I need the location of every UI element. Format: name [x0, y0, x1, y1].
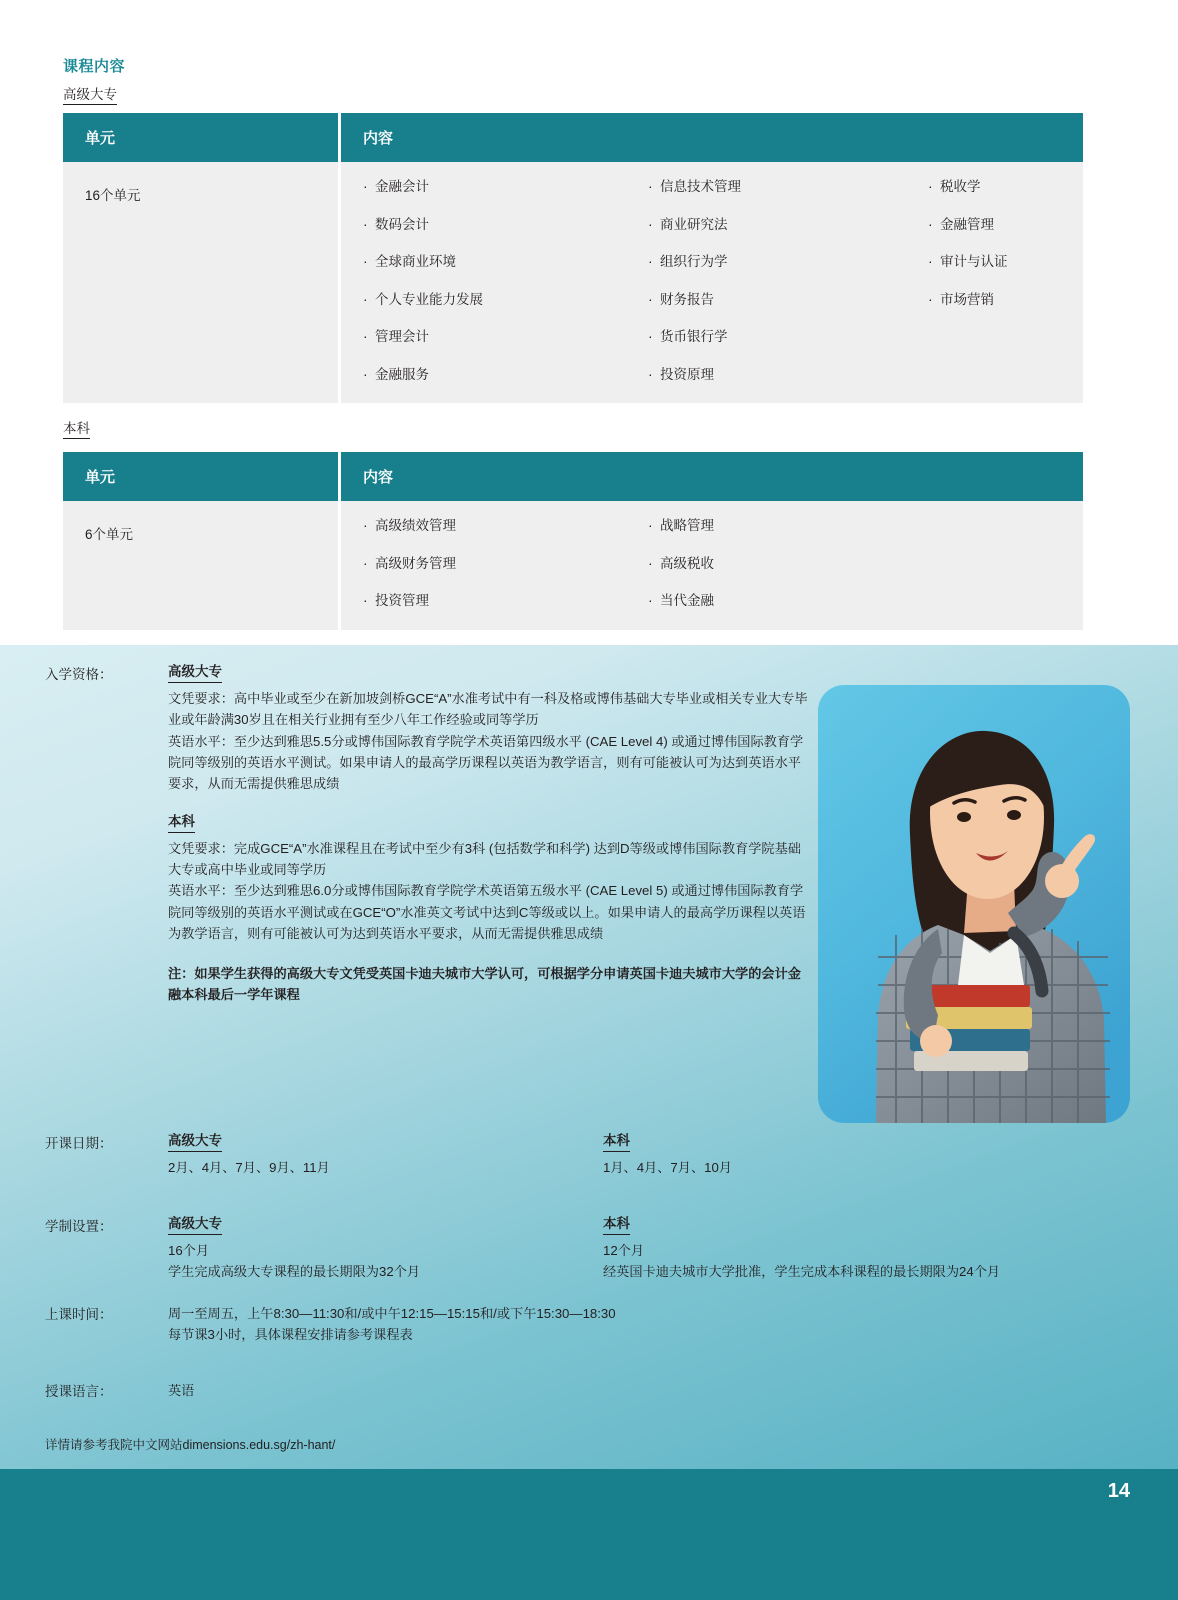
list-item: · 税收学 — [928, 180, 1128, 194]
cell-module-list — [340, 501, 1084, 630]
list-item: · 战略管理 — [648, 519, 928, 533]
subheading-advanced-diploma: 高级大专 — [168, 1133, 222, 1152]
cell-unit-count: 16个单元 — [63, 162, 340, 403]
intake-advanced-diploma — [168, 1132, 603, 1178]
table-label-degree: 本科 — [63, 421, 90, 439]
course-info-section — [0, 645, 1178, 1469]
duration-advanced-diploma — [168, 1215, 603, 1283]
intake-dip-value: 2月、4月、7月、9月、11月 — [168, 1159, 330, 1175]
list-item: · 全球商业环境 — [363, 255, 648, 269]
list-item: · 高级税收 — [648, 557, 928, 571]
list-item: · 金融会计 — [363, 180, 648, 194]
table-label-advanced-diploma-wrap — [63, 86, 117, 105]
list-item: · 财务报告 — [648, 293, 928, 307]
list-item: · 金融服务 — [363, 368, 648, 382]
entry-deg-certificate: 文凭要求：完成GCE“A”水准课程且在考试中至少有3科 (包括数学和科学) 达到D等级或博伟国际教育学院基础大专或高中毕业或同等学历 — [168, 840, 801, 877]
column-header-content: 内容 — [340, 452, 1084, 501]
column-header-unit: 单元 — [63, 113, 340, 162]
page-title: 课程内容 — [63, 58, 126, 75]
degree-modules-table — [63, 452, 1083, 630]
row-label-class-time: 上课时间： — [45, 1307, 113, 1322]
module-columns — [363, 519, 1063, 608]
entry-dip-certificate: 文凭要求：高中毕业或至少在新加坡剑桥GCE“A”水准考试中有一科及格或博伟基础大专毕业或相关专业大专毕业或年龄满30岁且在相关行业拥有至少八年工作经验或同等学历 — [168, 690, 808, 728]
list-item: · 市场营销 — [928, 293, 1128, 307]
entry-deg-english: 英语水平：至少达到雅思6.0分或博伟国际教育学院学术英语第五级水平 (CAE Level 5) 或通过博伟国际教育学院同等级别的英语水平测试或在GCE“O”水准英文考试中达到C等级或以上。如果申请人的最高学历课程以英语为教学语言，则有可能被认可为达到英语水平要求，从而无需提供雅思成绩 — [168, 883, 806, 942]
list-item: · 信息技术管理 — [648, 180, 928, 194]
column-header-unit: 单元 — [63, 452, 340, 501]
cell-module-list — [340, 162, 1084, 403]
table-label-degree-wrap — [63, 420, 90, 439]
row-body-intake — [168, 1132, 1128, 1178]
advanced-diploma-modules-table — [63, 113, 1083, 403]
list-item: · 投资原理 — [648, 368, 928, 382]
row-body-entry-requirements — [168, 663, 813, 1005]
list-item: · 数码会计 — [363, 218, 648, 232]
table-body — [63, 501, 1083, 630]
subheading-degree: 本科 — [603, 1133, 630, 1152]
list-item: · 审计与认证 — [928, 255, 1128, 269]
list-item: · 货币银行学 — [648, 330, 928, 344]
duration-dip-value: 16个月 — [168, 1242, 210, 1258]
cell-unit-count: 6个单元 — [63, 501, 340, 630]
page-number: 14 — [1107, 1480, 1130, 1502]
list-item: · 组织行为学 — [648, 255, 928, 269]
list-item: · 投资管理 — [363, 594, 648, 608]
intake-deg-value: 1月、4月、7月、10月 — [603, 1159, 732, 1175]
module-column-3 — [928, 180, 1128, 381]
table-header-row — [63, 113, 1083, 162]
subheading-advanced-diploma: 高级大专 — [168, 1216, 222, 1235]
row-label-entry-requirements: 入学资格： — [45, 667, 113, 682]
row-label-intake: 开课日期： — [45, 1136, 113, 1151]
table-header-row — [63, 452, 1083, 501]
list-item: · 管理会计 — [363, 330, 648, 344]
subheading-degree: 本科 — [168, 814, 195, 833]
footer-bar — [0, 1469, 1178, 1600]
language-value: 英语 — [168, 1383, 195, 1398]
duration-dip-max: 学生完成高级大专课程的最长期限为32个月 — [168, 1264, 421, 1280]
intake-degree — [603, 1132, 1123, 1178]
student-photo — [818, 685, 1130, 1123]
entry-dip-english: 英语水平：至少达到雅思5.5分或博伟国际教育学院学术英语第四级水平 (CAE Level 4) 或通过博伟国际教育学院同等级别的英语水平测试。如果申请人的最高学历课程以英语为教学语言，则有可能被认可为达到英语水平要求，从而无需提供雅思成绩 — [168, 733, 804, 792]
website-footnote: 详情请参考我院中文网站dimensions.edu.sg/zh-hant/ — [45, 1438, 336, 1452]
entry-note: 注：如果学生获得的高级大专文凭受英国卡迪夫城市大学认可，可根据学分申请英国卡迪夫城市大学的会计金融本科最后一学年课程 — [168, 965, 801, 1002]
list-item: · 商业研究法 — [648, 218, 928, 232]
table-body — [63, 162, 1083, 403]
module-column-2 — [648, 180, 928, 381]
table-row — [63, 501, 1083, 630]
list-item: · 当代金融 — [648, 594, 928, 608]
module-column-1 — [363, 519, 648, 608]
duration-deg-max: 经英国卡迪夫城市大学批准，学生完成本科课程的最长期限为24个月 — [603, 1264, 1001, 1280]
spacer — [168, 945, 813, 963]
table-header — [63, 113, 1083, 162]
duration-degree — [603, 1215, 1123, 1283]
list-item: · 高级财务管理 — [363, 557, 648, 571]
class-time-line1: 周一至周五，上午8:30—11:30和/或中午12:15—15:15和/或下午15:30—18:30 — [168, 1306, 616, 1321]
list-item: · 金融管理 — [928, 218, 1128, 232]
list-item: · 高级绩效管理 — [363, 519, 648, 533]
subheading-degree: 本科 — [603, 1216, 630, 1235]
module-column-1 — [363, 180, 648, 381]
list-item: · 个人专业能力发展 — [363, 293, 648, 307]
column-header-content: 内容 — [340, 113, 1084, 162]
row-label-language: 授课语言： — [45, 1384, 113, 1399]
row-label-duration: 学制设置： — [45, 1219, 113, 1234]
duration-deg-value: 12个月 — [603, 1242, 645, 1258]
spacer — [168, 795, 813, 813]
row-body-language — [168, 1380, 808, 1401]
table-row — [63, 162, 1083, 403]
table-label-advanced-diploma: 高级大专 — [63, 87, 117, 105]
table-header — [63, 452, 1083, 501]
module-columns — [363, 180, 1063, 381]
course-content-section — [0, 0, 1178, 645]
row-body-duration — [168, 1215, 1128, 1283]
class-time-line2: 每节课3小时，具体课程安排请参考课程表 — [168, 1327, 413, 1343]
module-column-2 — [648, 519, 928, 608]
student-photo-illustration — [818, 685, 1130, 1123]
row-body-class-time — [168, 1303, 808, 1346]
subheading-advanced-diploma: 高级大专 — [168, 664, 222, 683]
